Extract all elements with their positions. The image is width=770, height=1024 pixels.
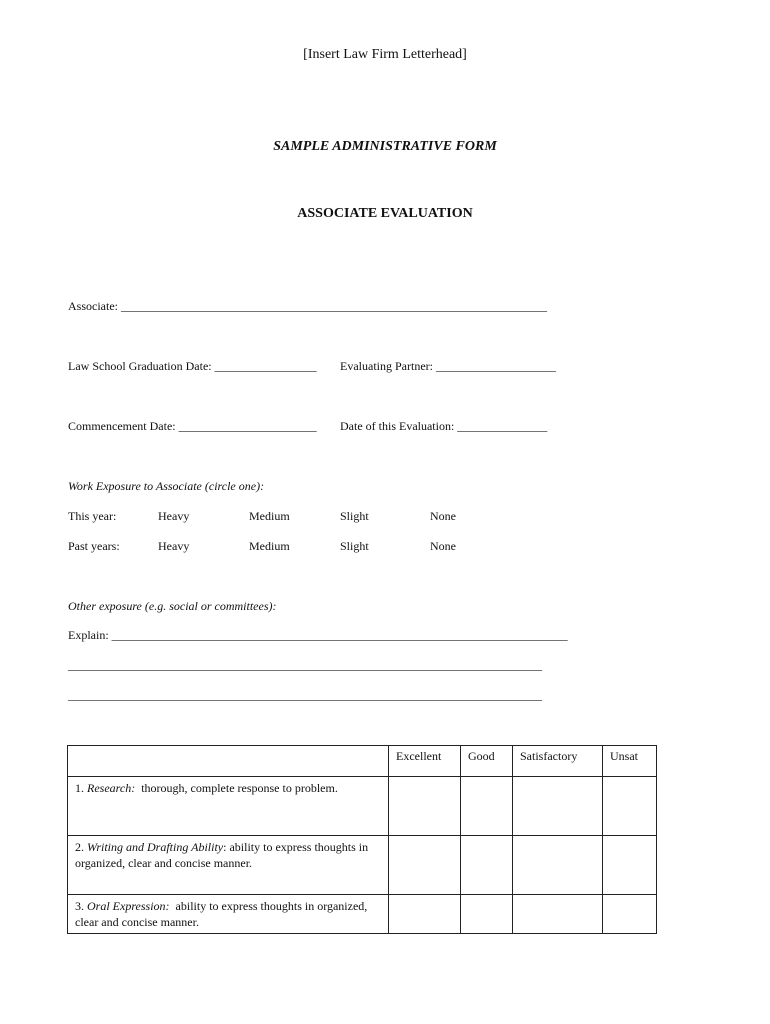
- graduation-date-field[interactable]: Law School Graduation Date: _________________: [68, 359, 317, 373]
- rating-cell-good[interactable]: [461, 836, 513, 895]
- past-years-heavy-option[interactable]: Heavy: [158, 539, 190, 553]
- associate-field[interactable]: Associate: _______________________________________________________________________: [68, 299, 547, 313]
- criterion-title: Writing and Drafting Ability: [87, 840, 224, 854]
- evaluation-table: [67, 745, 657, 934]
- table-row: [68, 777, 657, 836]
- header-excellent: Excellent: [389, 746, 461, 777]
- past-years-medium-option[interactable]: Medium: [249, 539, 290, 553]
- rating-cell-unsat[interactable]: [603, 836, 657, 895]
- criterion-description: : ability to express thoughts in organized, clear and concise manner.: [75, 840, 369, 870]
- this-year-medium-option[interactable]: Medium: [249, 509, 290, 523]
- evaluation-date-field[interactable]: Date of this Evaluation: _______________: [340, 419, 548, 433]
- rating-cell-unsat[interactable]: [603, 777, 657, 836]
- this-year-slight-option[interactable]: Slight: [340, 509, 369, 523]
- criterion-title: Research:: [87, 781, 136, 795]
- criterion-number: 3.: [75, 899, 84, 913]
- table-row: [68, 836, 657, 895]
- rating-cell-excellent[interactable]: [389, 777, 461, 836]
- criterion-title: Oral Expression:: [87, 899, 170, 913]
- past-years-label: Past years:: [68, 539, 120, 553]
- explain-line-3[interactable]: _______________________________________________________________________________: [68, 688, 542, 702]
- table-row: [68, 895, 657, 934]
- past-years-none-option[interactable]: None: [430, 539, 456, 553]
- commencement-date-field[interactable]: Commencement Date: _______________________: [68, 419, 317, 433]
- form-title: SAMPLE ADMINISTRATIVE FORM: [273, 139, 497, 154]
- other-exposure-heading: Other exposure (e.g. social or committees):: [68, 599, 277, 613]
- criterion-oral: [68, 895, 389, 934]
- work-exposure-heading: Work Exposure to Associate (circle one):: [68, 479, 265, 493]
- rating-cell-satisfactory[interactable]: [513, 836, 603, 895]
- criterion-number: 1.: [75, 781, 84, 795]
- rating-cell-excellent[interactable]: [389, 836, 461, 895]
- criterion-research: [68, 777, 389, 836]
- rating-cell-excellent[interactable]: [389, 895, 461, 934]
- header-satisfactory: Satisfactory: [513, 746, 603, 777]
- letterhead-placeholder: [Insert Law Firm Letterhead]: [303, 47, 467, 62]
- table-header-blank: [68, 746, 389, 777]
- evaluating-partner-field[interactable]: Evaluating Partner: ____________________: [340, 359, 556, 373]
- table-header-row: [68, 746, 657, 777]
- criterion-writing: [68, 836, 389, 895]
- explain-line-2[interactable]: _______________________________________________________________________________: [68, 658, 542, 672]
- evaluation-title: ASSOCIATE EVALUATION: [297, 206, 473, 221]
- header-good: Good: [461, 746, 513, 777]
- rating-cell-unsat[interactable]: [603, 895, 657, 934]
- criterion-number: 2.: [75, 840, 84, 854]
- explain-field[interactable]: Explain: ____________________________________________________________________________: [68, 628, 568, 642]
- criterion-description: ability to express thoughts in organized, clear and concise manner.: [75, 899, 368, 929]
- rating-cell-satisfactory[interactable]: [513, 895, 603, 934]
- this-year-none-option[interactable]: None: [430, 509, 456, 523]
- past-years-slight-option[interactable]: Slight: [340, 539, 369, 553]
- this-year-heavy-option[interactable]: Heavy: [158, 509, 190, 523]
- rating-cell-good[interactable]: [461, 777, 513, 836]
- rating-cell-satisfactory[interactable]: [513, 777, 603, 836]
- rating-cell-good[interactable]: [461, 895, 513, 934]
- this-year-label: This year:: [68, 509, 117, 523]
- header-unsat: Unsat: [603, 746, 657, 777]
- criterion-description: thorough, complete response to problem.: [141, 781, 338, 795]
